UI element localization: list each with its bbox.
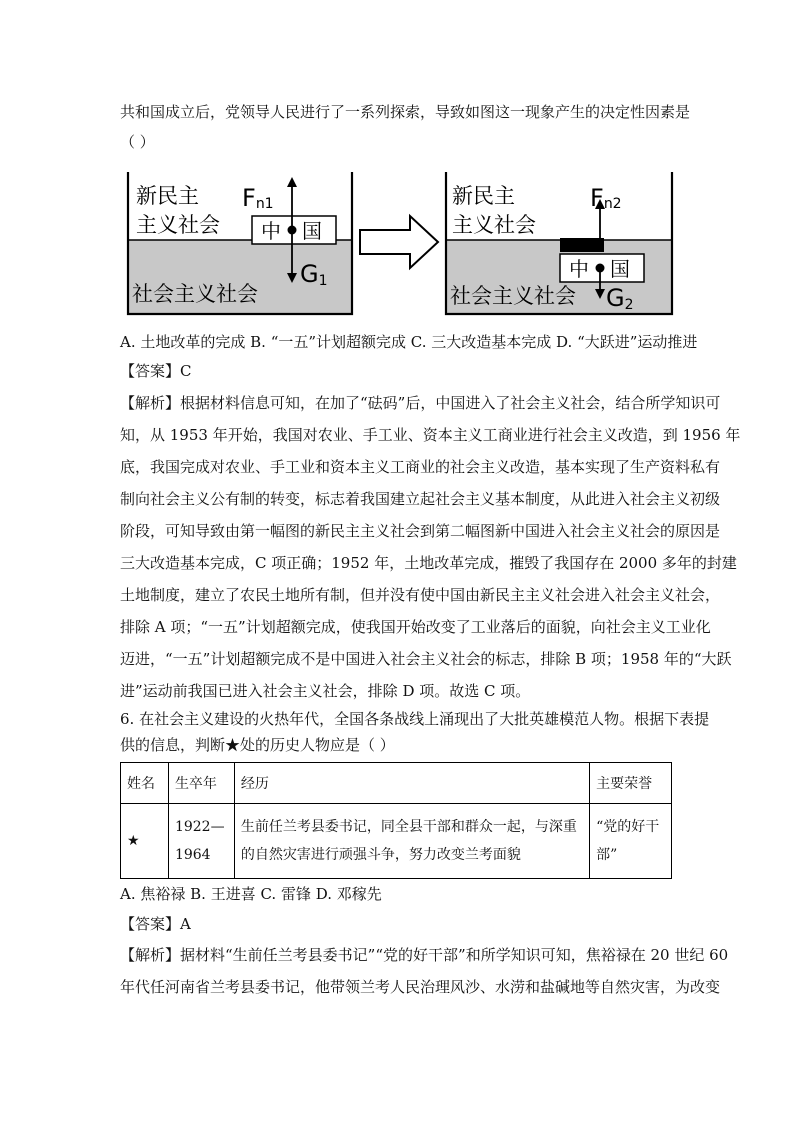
- q5-analysis-line-6: 三大改造基本完成，C 项正确；1952 年，土地改革完成，摧毁了我国存在 2000 多年的封建: [120, 554, 737, 572]
- right-force-up: Fn2: [590, 184, 622, 212]
- left-top-label-1: 新民主: [136, 184, 199, 208]
- left-force-down: G1: [300, 260, 328, 289]
- table-header-cell: 主要荣誉: [590, 763, 672, 804]
- q5-analysis-line-5: 阶段，可知导致由第一幅图的新民主主义社会到第二幅图新中国进入社会主义社会的原因是: [120, 522, 721, 540]
- right-block-char-1: 中: [569, 257, 589, 281]
- left-arrow-up-icon: [287, 177, 297, 187]
- honor-cell: “党的好干 部”: [590, 804, 672, 879]
- q5-options: A. 土地改革的完成 B. “一五”计划超额完成 C. 三大改造基本完成 D. “大跃进”运动推进: [120, 333, 698, 351]
- left-top-label-2: 主义社会: [136, 213, 220, 237]
- q5-analysis-line-4: 制向社会主义公有制的转变，标志着我国建立起社会主义基本制度，从此进入社会主义初级: [120, 490, 721, 508]
- q6-stem-line-2: 供的信息，判断★处的历史人物应是（ ）: [120, 736, 395, 754]
- name-cell: ★: [121, 804, 169, 879]
- analysis-tag: 【解析】: [120, 394, 181, 412]
- table-header-cell: 姓名: [121, 763, 169, 804]
- right-top-label-1: 新民主: [452, 184, 515, 208]
- q6-analysis-line-1: 【解析】据材料“生前任兰考县委书记”“党的好干部”和所学知识可知，焦裕禄在 20 世纪 60: [120, 946, 729, 964]
- answer-value: A: [180, 915, 191, 933]
- table-row: [121, 804, 672, 879]
- transition-arrow-icon: [360, 216, 438, 268]
- left-container: [128, 172, 352, 314]
- left-block-char-1: 中: [261, 219, 281, 243]
- right-force-down: G2: [606, 284, 634, 313]
- right-container: [446, 172, 672, 314]
- right-bottom-label: 社会主义社会: [450, 284, 576, 308]
- weight-block: [560, 238, 604, 252]
- right-block-char-2: 国: [610, 257, 630, 281]
- table-header-row: [121, 763, 672, 804]
- answer-value: C: [180, 362, 192, 380]
- answer-tag: 【答案】: [120, 915, 181, 933]
- table-header-cell: 经历: [234, 763, 589, 804]
- q5-analysis-line-1: 【解析】根据材料信息可知，在加了“砝码”后，中国进入了社会主义社会，结合所学知识可: [120, 394, 721, 412]
- q5-answer: [120, 360, 192, 382]
- q6-options: A. 焦裕禄 B. 王进喜 C. 雷锋 D. 邓稼先: [120, 885, 382, 903]
- q6-stem-line-1: 6. 在社会主义建设的火热年代，全国各条战线上涌现出了大批英雄模范人物。根据下表提: [120, 710, 710, 728]
- years-cell: 1922— 1964: [168, 804, 234, 879]
- q5-analysis-line-3: 底，我国完成对农业、手工业和资本主义工商业的社会主义改造，基本实现了生产资料私有: [120, 458, 721, 476]
- q5-analysis-line-8: 排除 A 项；“一五”计划超额完成，使我国开始改变了工业落后的面貌，向社会主义工业化: [120, 618, 711, 636]
- q5-analysis-line-2: 知，从 1953 年开始，我国对农业、手工业、资本主义工商业进行社会主义改造，到 1956 年: [120, 426, 741, 444]
- q5-analysis-line-10: 进”运动前我国已进入社会主义社会，排除 D 项。故选 C 项。: [120, 682, 531, 700]
- q6-answer: [120, 913, 191, 935]
- left-block-char-2: 国: [302, 219, 322, 243]
- analysis-tag: 【解析】: [120, 946, 181, 964]
- left-force-up: Fn1: [242, 184, 274, 212]
- balance-diagram: [120, 168, 680, 318]
- hero-info-table: [120, 762, 672, 879]
- left-bottom-label: 社会主义社会: [132, 282, 258, 306]
- q5-analysis-line-7: 土地制度，建立了农民土地所有制，但并没有使中国由新民主主义社会进入社会主义社会，: [120, 586, 721, 604]
- q6-analysis-line-2: 年代任河南省兰考县委书记，他带领兰考人民治理风沙、水涝和盐碱地等自然灾害，为改变: [120, 978, 721, 996]
- answer-tag: 【答案】: [120, 362, 181, 380]
- q5-stem-line-1: 共和国成立后，党领导人民进行了一系列探索，导致如图这一现象产生的决定性因素是: [120, 103, 691, 121]
- table-header-cell: 生卒年: [168, 763, 234, 804]
- right-top-label-2: 主义社会: [452, 213, 536, 237]
- experience-cell: 生前任兰考县委书记，同全县干部和群众一起，与深重 的自然灾害进行顽强斗争，努力改变兰考面貌: [234, 804, 589, 879]
- q5-analysis-line-9: 迈进，“一五”计划超额完成不是中国进入社会主义社会的标志，排除 B 项；1958 年的“大跃: [120, 650, 732, 668]
- q5-stem-line-2: （ ）: [120, 133, 155, 151]
